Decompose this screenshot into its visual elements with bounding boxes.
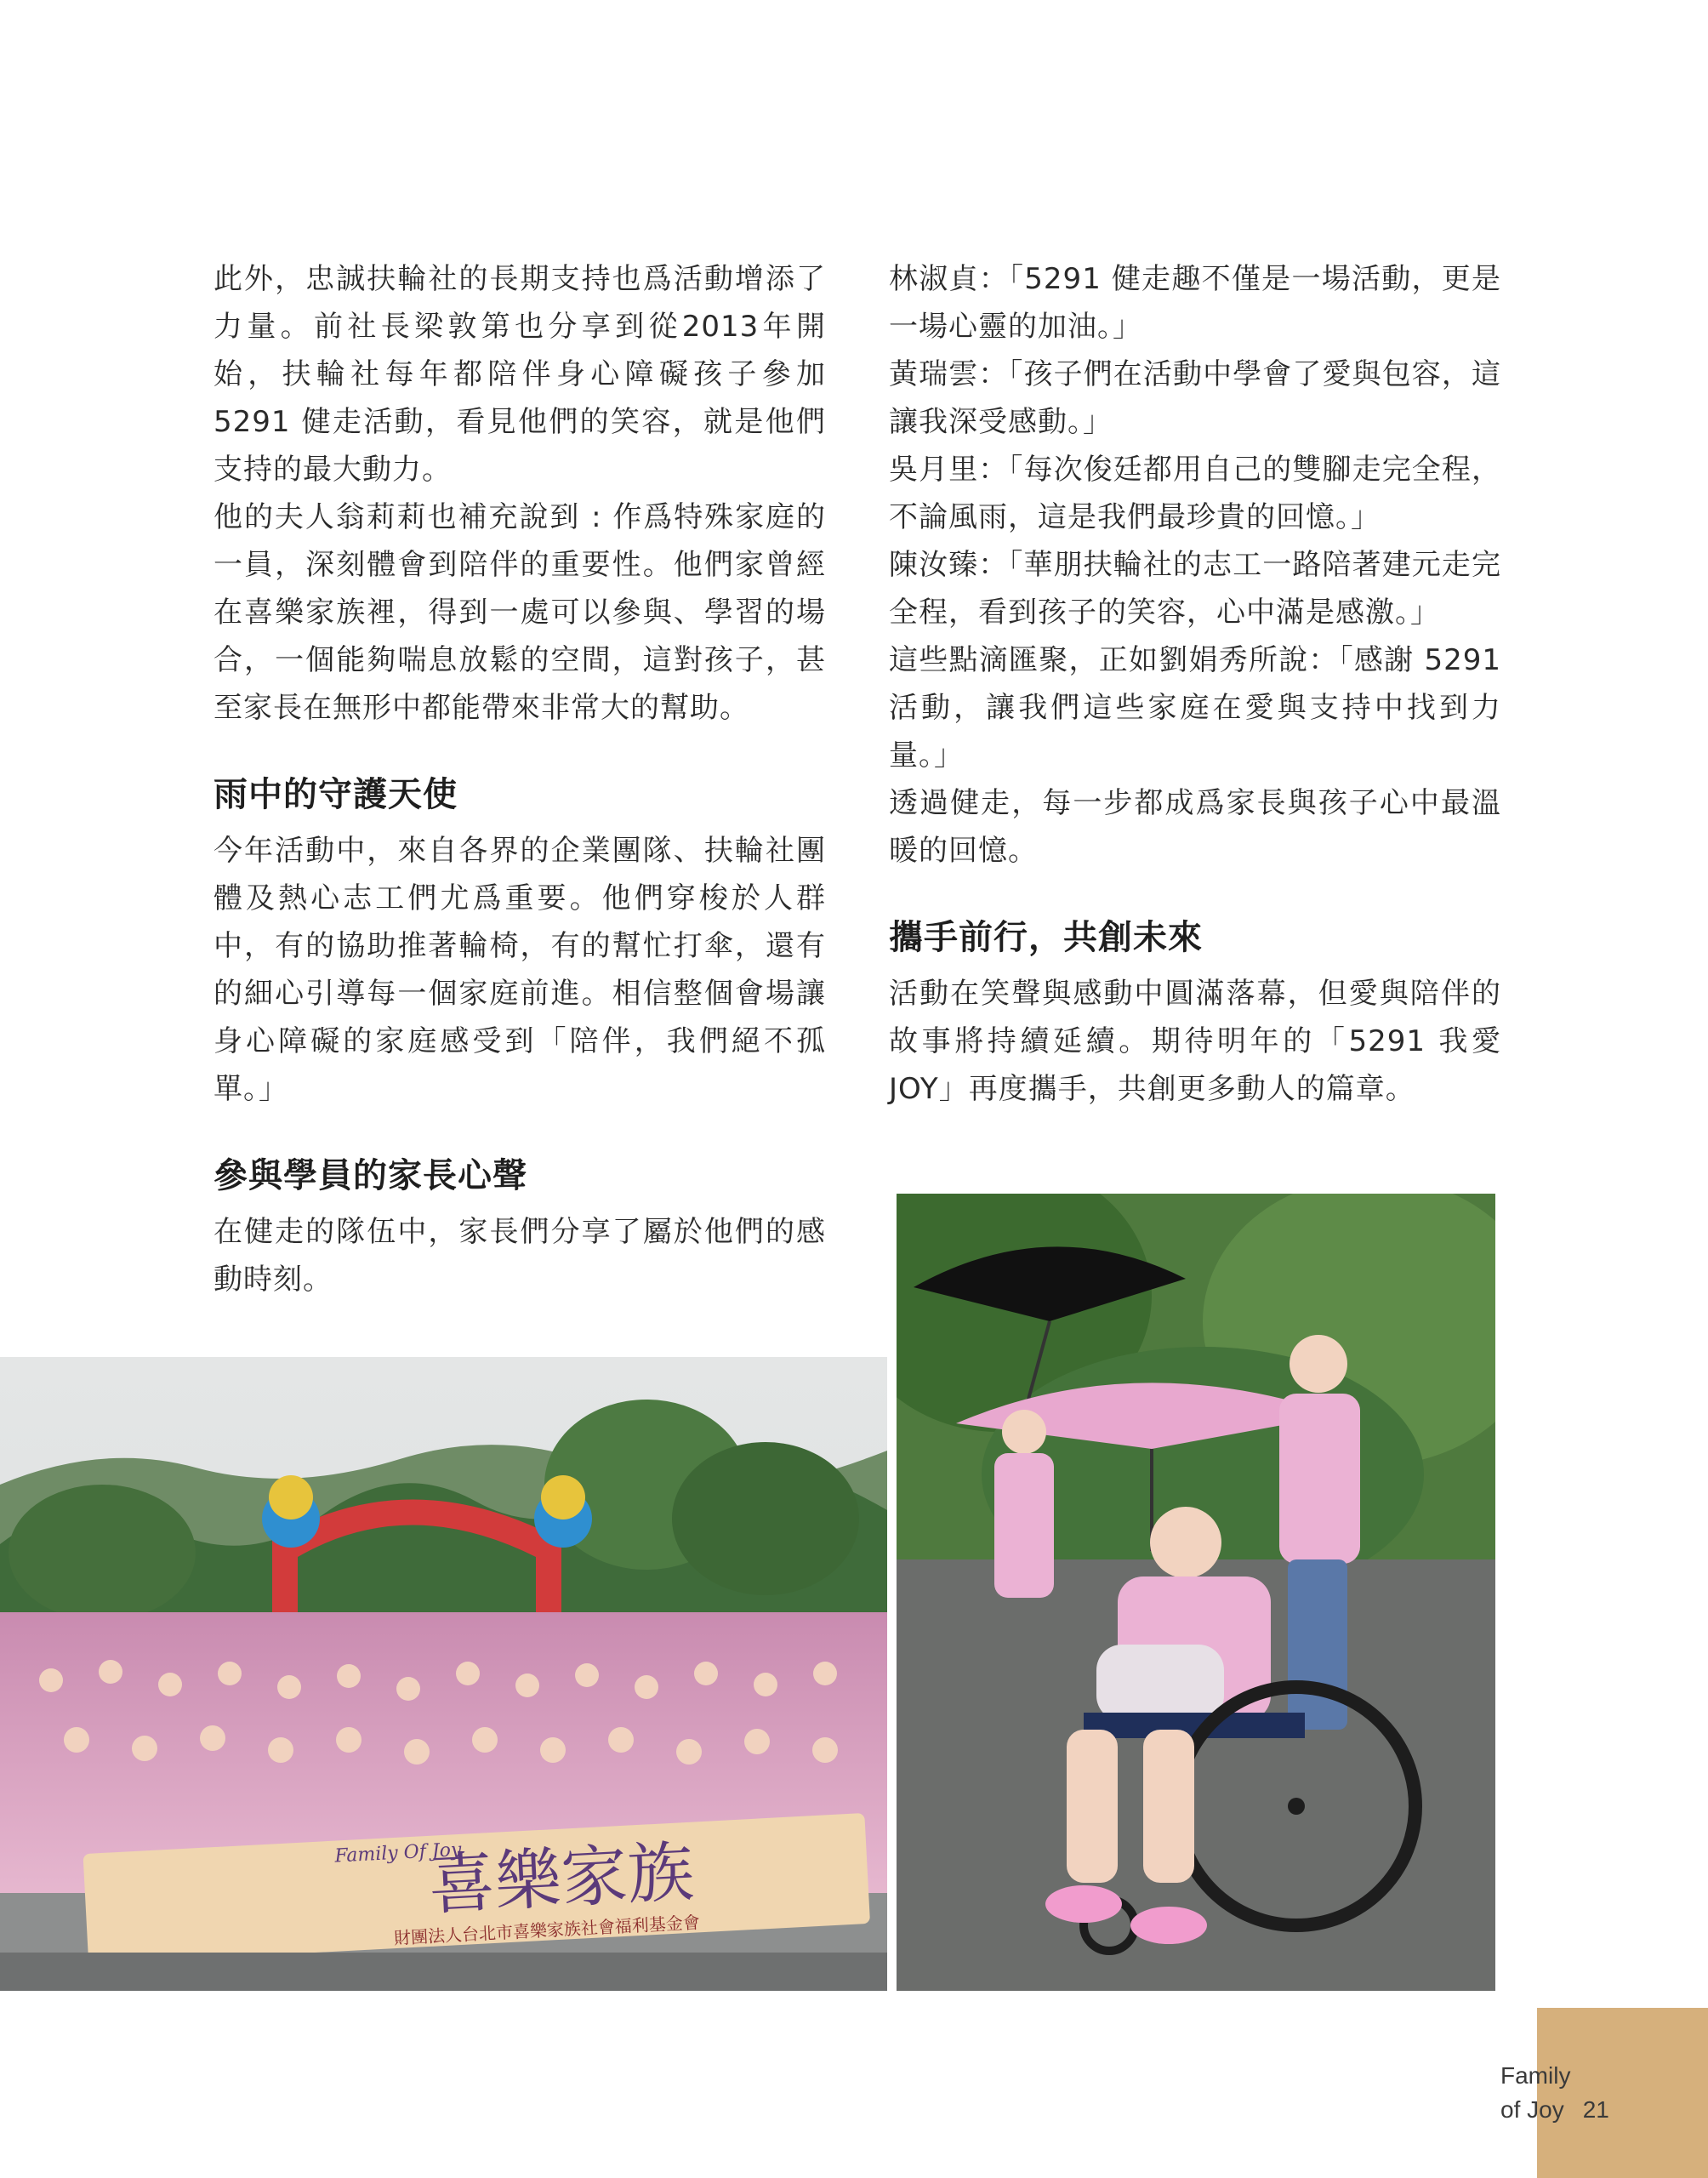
quote-chen: 陳汝臻：「華朋扶輪社的志工一路陪著建元走完全程，看到孩子的笑容，心中滿是感激。」 bbox=[889, 548, 1501, 630]
intro-paragraph-2: 他的夫人翁莉莉也補充說到 : 作爲特殊家庭的一員，深刻體會到陪伴的重要性。他們家曾經在喜樂家族裡，得到一處可以參與、學習的場合，一個能夠喘息放鬆的空間，這對孩子，甚至家長在無形中都能帶來非常大的幫助。 bbox=[214, 500, 826, 725]
group-photo-illustration bbox=[0, 1357, 887, 1991]
footer-brand-line2-wrap bbox=[1500, 2093, 1609, 2127]
banner-foundation-text: 財團法人台北市喜樂家族社會福利基金會 bbox=[393, 1912, 701, 1949]
banner-script-text: Family Of Joy bbox=[333, 1839, 462, 1867]
parents-paragraph: 在健走的隊伍中，家長們分享了屬於他們的感動時刻。 bbox=[214, 1215, 826, 1297]
intro-paragraph-1: 此外，忠誠扶輪社的長期支持也爲活動增添了力量。前社長梁敦第也分享到從2013年開始，扶輪社每年都陪伴身心障礙孩子參加 5291 健走活動，看見他們的笑容，就是他們支持的最大動力。 bbox=[214, 262, 826, 487]
left-column bbox=[214, 255, 826, 1303]
future-paragraph: 活動在笑聲與感動中圓滿落幕，但愛與陪伴的故事將持續延續。期待明年的「5291 我愛 JOY」再度攜手，共創更多動人的篇章。 bbox=[889, 977, 1501, 1106]
quote-lin: 林淑貞：「5291 健走趣不僅是一場活動，更是一場心靈的加油。」 bbox=[889, 262, 1501, 344]
closing-line: 透過健走，每一步都成爲家長與孩子心中最溫暖的回憶。 bbox=[889, 786, 1501, 868]
heading-guardian-angels: 雨中的守護天使 bbox=[214, 775, 458, 814]
wheelchair-photo-illustration bbox=[897, 1194, 1495, 1991]
quote-liu: 這些點滴匯聚，正如劉娟秀所說：「感謝 5291 活動，讓我們這些家庭在愛與支持中找到力量。」 bbox=[889, 643, 1501, 773]
footer-brand-line1: Family bbox=[1500, 2062, 1571, 2089]
heading-moving-forward: 攜手前行，共創未來 bbox=[889, 918, 1203, 957]
quote-huang: 黃瑞雲：「孩子們在活動中學會了愛與包容，這讓我深受感動。」 bbox=[889, 357, 1501, 439]
banner-main-text: 喜樂家族 bbox=[426, 1833, 696, 1924]
page-number: 21 bbox=[1582, 2096, 1609, 2123]
group-photo bbox=[0, 1357, 887, 1991]
heading-parents-voices: 參與學員的家長心聲 bbox=[214, 1156, 527, 1195]
guardian-paragraph: 今年活動中，來自各界的企業團隊、扶輪社團體及熱心志工們尤爲重要。他們穿梭於人群中，有的協助推著輪椅，有的幫忙打傘，還有的細心引導每一個家庭前進。相信整個會場讓身心障礙的家庭感受到「陪伴，我們絕不孤單。」 bbox=[214, 834, 826, 1106]
quote-wu: 吳月里：「每次俊廷都用自己的雙腳走完全程，不論風雨，這是我們最珍貴的回憶。」 bbox=[889, 453, 1501, 534]
right-column bbox=[889, 255, 1501, 1113]
footer-brand-line2: of Joy bbox=[1500, 2096, 1564, 2123]
footer bbox=[1500, 2059, 1609, 2127]
wheelchair-photo bbox=[897, 1194, 1495, 1991]
